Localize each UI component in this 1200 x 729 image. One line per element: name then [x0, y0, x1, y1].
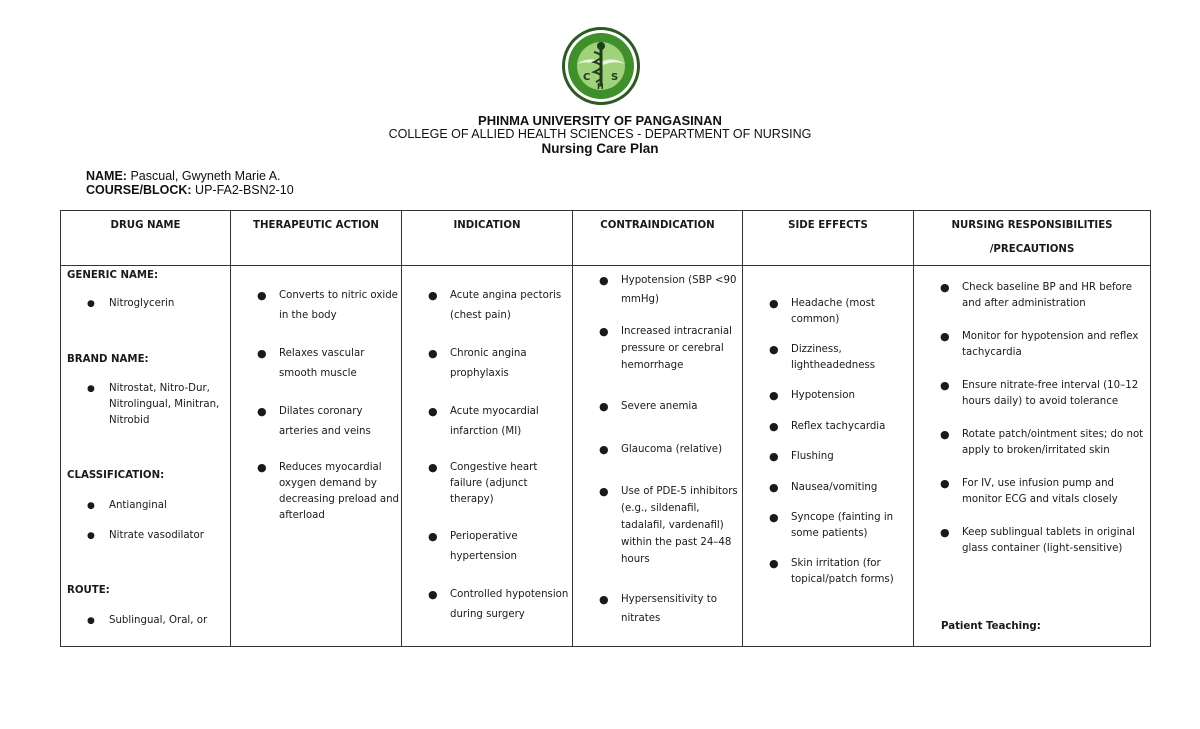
header-nursing-line2: /PRECAUTIONS: [989, 244, 1075, 255]
table-header-row: [61, 211, 1151, 266]
course-block: UP-FA2-BSN2-10: [195, 183, 294, 197]
list-item: ● Syncope (fainting in some patients): [743, 510, 913, 541]
svg-text:C: C: [583, 72, 591, 83]
classification-label: CLASSIFICATION:: [67, 470, 165, 481]
student-name-line: [86, 169, 281, 183]
header-side-effects: SIDE EFFECTS: [743, 211, 914, 266]
list-item: ● Rotate patch/ointment sites; do not apply to broken/irritated skin: [914, 427, 1150, 458]
brand-name-label: BRAND NAME:: [67, 354, 149, 365]
list-item: ● Dizziness, lightheadedness: [743, 342, 913, 373]
list-item: ● Severe anemia: [573, 397, 742, 416]
list-item: ● Keep sublingual tablets in original glass container (light-sensitive): [914, 525, 1150, 556]
list-item: ● Flushing: [743, 449, 913, 465]
list-item: ● Monitor for hypotension and reflex tachycardia: [914, 329, 1150, 360]
list-item: ● Ensure nitrate-free interval (10–12 hours daily) to avoid tolerance: [914, 378, 1150, 409]
college-seal-logo: [561, 26, 641, 106]
care-plan-table: [60, 210, 1151, 647]
list-item: ● Controlled hypotension during surgery: [402, 585, 572, 624]
list-item: ● Congestive heart failure (adjunct therapy): [402, 460, 572, 508]
list-item: ● Converts to nitric oxide in the body: [231, 286, 401, 325]
list-item: ● Headache (most common): [743, 296, 913, 327]
list-item: ● Hypersensitivity to nitrates: [573, 590, 742, 628]
course-block-line: [86, 183, 294, 197]
patient-teaching-label: Patient Teaching:: [941, 621, 1041, 632]
list-item: ● Hypotension: [743, 388, 913, 404]
course-label: COURSE/BLOCK:: [86, 183, 192, 197]
therapeutic-action-list: [231, 286, 401, 524]
svg-text:H: H: [597, 82, 604, 91]
list-item: ● Dilates coronary arteries and veins: [231, 402, 401, 441]
header-nursing-responsibilities: [914, 211, 1151, 266]
contraindication-list: [573, 271, 742, 628]
list-item: ● Acute myocardial infarction (MI): [402, 402, 572, 441]
indication-cell: [402, 266, 573, 647]
header-indication: INDICATION: [402, 211, 573, 266]
nursing-responsibilities-list: [914, 280, 1150, 556]
name-label: NAME:: [86, 169, 127, 183]
header-therapeutic-action: THERAPEUTIC ACTION: [231, 211, 402, 266]
header-drug-name: DRUG NAME: [61, 211, 231, 266]
college-name: COLLEGE OF ALLIED HEALTH SCIENCES - DEPARTMENT OF NURSING: [388, 127, 812, 141]
side-effects-list: [743, 296, 913, 587]
drug-name-cell: [61, 266, 231, 647]
list-item: ● Check baseline BP and HR before and after administration: [914, 280, 1150, 311]
classification-list: [61, 498, 230, 544]
indication-list: [402, 286, 572, 624]
list-item: ● Skin irritation (for topical/patch forms): [743, 556, 913, 587]
list-item: ● Nitrostat, Nitro-Dur, Nitrolingual, Minitran, Nitrobid: [61, 381, 230, 429]
svg-text:S: S: [611, 72, 619, 83]
list-item: ● Use of PDE-5 inhibitors (e.g., sildenafil, tadalafil, vardenafil) within the past 24–48 hours: [573, 483, 742, 568]
nursing-responsibilities-cell: [914, 266, 1151, 647]
university-name: PHINMA UNIVERSITY OF PANGASINAN: [478, 113, 722, 128]
list-item: ● Relaxes vascular smooth muscle: [231, 344, 401, 383]
list-item: ● Hypotension (SBP <90 mmHg): [573, 271, 742, 309]
list-item: ● Increased intracranial pressure or cerebral hemorrhage: [573, 323, 742, 374]
list-item: ● Perioperative hypertension: [402, 527, 572, 566]
route-label: ROUTE:: [67, 585, 110, 596]
generic-name-label: GENERIC NAME:: [67, 270, 159, 281]
list-item: ● Acute angina pectoris (chest pain): [402, 286, 572, 325]
list-item: ● Glaucoma (relative): [573, 440, 742, 459]
student-name: Pascual, Gwyneth Marie A.: [130, 169, 281, 183]
list-item: ● Sublingual, Oral, or: [61, 613, 230, 629]
list-item: ● Nitroglycerin: [61, 296, 230, 312]
header-nursing-line1: NURSING RESPONSIBILITIES: [951, 220, 1113, 231]
table-body-row: [61, 266, 1151, 647]
list-item: ● Antianginal: [61, 498, 230, 514]
route-list: [61, 613, 230, 629]
list-item: ● Nausea/vomiting: [743, 480, 913, 496]
contraindication-cell: [573, 266, 743, 647]
list-item: ● Chronic angina prophylaxis: [402, 344, 572, 383]
list-item: ● Nitrate vasodilator: [61, 528, 230, 544]
header-contraindication: CONTRAINDICATION: [573, 211, 743, 266]
therapeutic-action-cell: [231, 266, 402, 647]
document-title: Nursing Care Plan: [541, 141, 659, 156]
list-item: ● Reduces myocardial oxygen demand by decreasing preload and afterload: [231, 460, 401, 524]
brand-name-list: [61, 381, 230, 429]
side-effects-cell: [743, 266, 914, 647]
list-item: ● Reflex tachycardia: [743, 419, 913, 435]
generic-name-list: [61, 296, 230, 312]
list-item: ● For IV, use infusion pump and monitor ECG and vitals closely: [914, 476, 1150, 507]
